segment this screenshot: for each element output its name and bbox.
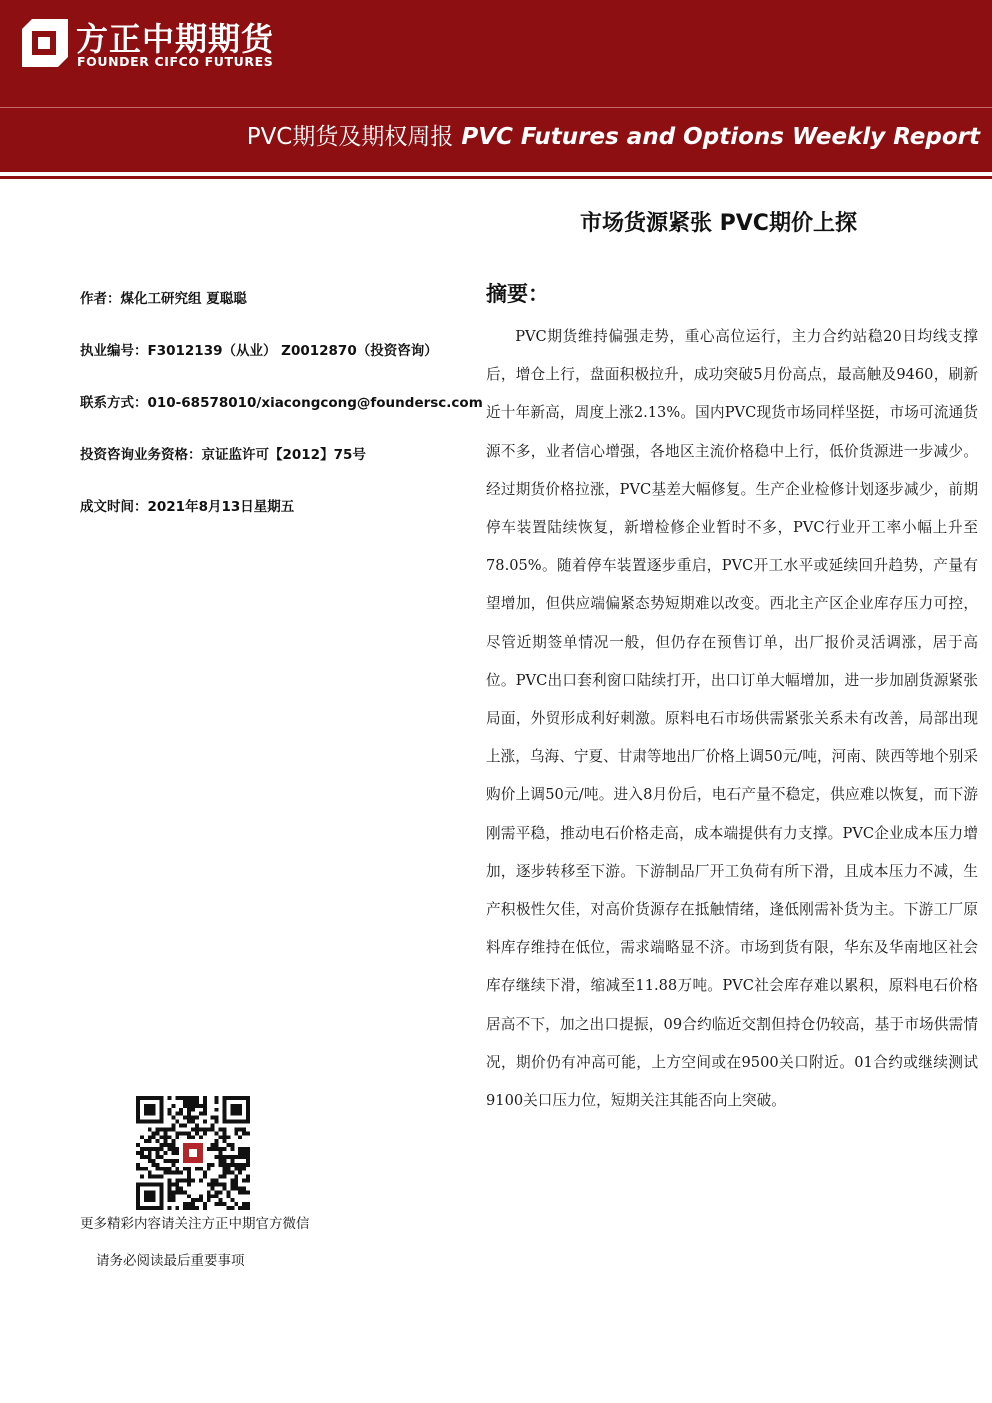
important-notice: 请务必阅读最后重要事项 [96, 1253, 245, 1269]
abstract-body: PVC期货维持偏强走势，重心高位运行，主力合约站稳20日均线支撑后，增仓上行，盘面积极拉升，成功突破5月份高点，最高触及9460，刷新近十年新高，周度上涨2.13%。国内PVC现货市场同样坚挺，市场可流通货源不多，业者信心增强，各地区主流价格稳中上行，低价货源进一步减少。经过期货价格拉涨，PVC基差大幅修复。生产企业检修计划逐步减少，前期停车装置陆续恢复，新增检修企业暂时不多，PVC行业开工率小幅上升至78.05%。随着停车装置逐步重启，PVC开工水平或延续回升趋势，产量有望增加，但供应端偏紧态势短期难以改变。西北主产区企业库存压力可控，尽管近期签单情况一般，但仍存在预售订单，出厂报价灵活调涨，居于高位。PVC出口套利窗口陆续打开，出口订单大幅增加，进一步加剧货源紧张局面，外贸形成利好刺激。原料电石市场供需紧张关系未有改善，局部出现上涨，乌海、宁夏、甘肃等地出厂价格上调50元/吨，河南、陕西等地个别采购价上调50元/吨。进入8月份后，电石产量不稳定，供应难以恢复，而下游刚需平稳，推动电石价格走高，成本端提供有力支撑。PVC企业成本压力增加，逐步转移至下游。下游制品厂开工负荷有所下滑，且成本压力不减，生产积极性欠佳，对高价货源存在抵触情绪，逢低刚需补货为主。下游工厂原料库存维持在低位，需求端略显不济。市场到货有限，华东及华南地区社会库存继续下滑，缩减至11.88万吨。PVC社会库存难以累积，原料电石价格居高不下，加之出口提振，09合约临近交割但持仓仍较高，基于市场供需情况，期价仍有冲高可能，上方空间或在9500关口附近。01合约或继续测试9100关口压力位，短期关注其能否向上突破。 [486, 328, 978, 1110]
report-title-cn: PVC期货及期权周报 [246, 124, 454, 150]
company-logo-icon [18, 19, 68, 67]
header-underline [0, 176, 992, 179]
date-line: 成文时间：2021年8月13日星期五 [80, 499, 295, 515]
report-header [0, 0, 992, 172]
abstract-heading: 摘要： [486, 282, 549, 306]
qr-caption: 更多精彩内容请关注方正中期官方微信 [80, 1216, 310, 1232]
page-title: 市场货源紧张 PVC期价上探 [580, 211, 857, 236]
author-line: 作者：煤化工研究组 夏聪聪 [80, 291, 247, 307]
company-name-en: FOUNDER CIFCO FUTURES [77, 54, 274, 69]
qualification-line: 投资咨询业务资格：京证监许可【2012】75号 [80, 447, 366, 463]
license-line: 执业编号：F3012139（从业） Z0012870（投资咨询） [80, 343, 438, 359]
contact-line: 联系方式：010-68578010/xiacongcong@foundersc.com [80, 395, 483, 411]
header-divider [0, 107, 992, 108]
qr-code-icon [136, 1096, 250, 1210]
report-title-en: PVC Futures and Options Weekly Report [461, 124, 980, 150]
report-title [247, 118, 980, 151]
company-name-cn: 方正中期期货 [76, 20, 275, 58]
